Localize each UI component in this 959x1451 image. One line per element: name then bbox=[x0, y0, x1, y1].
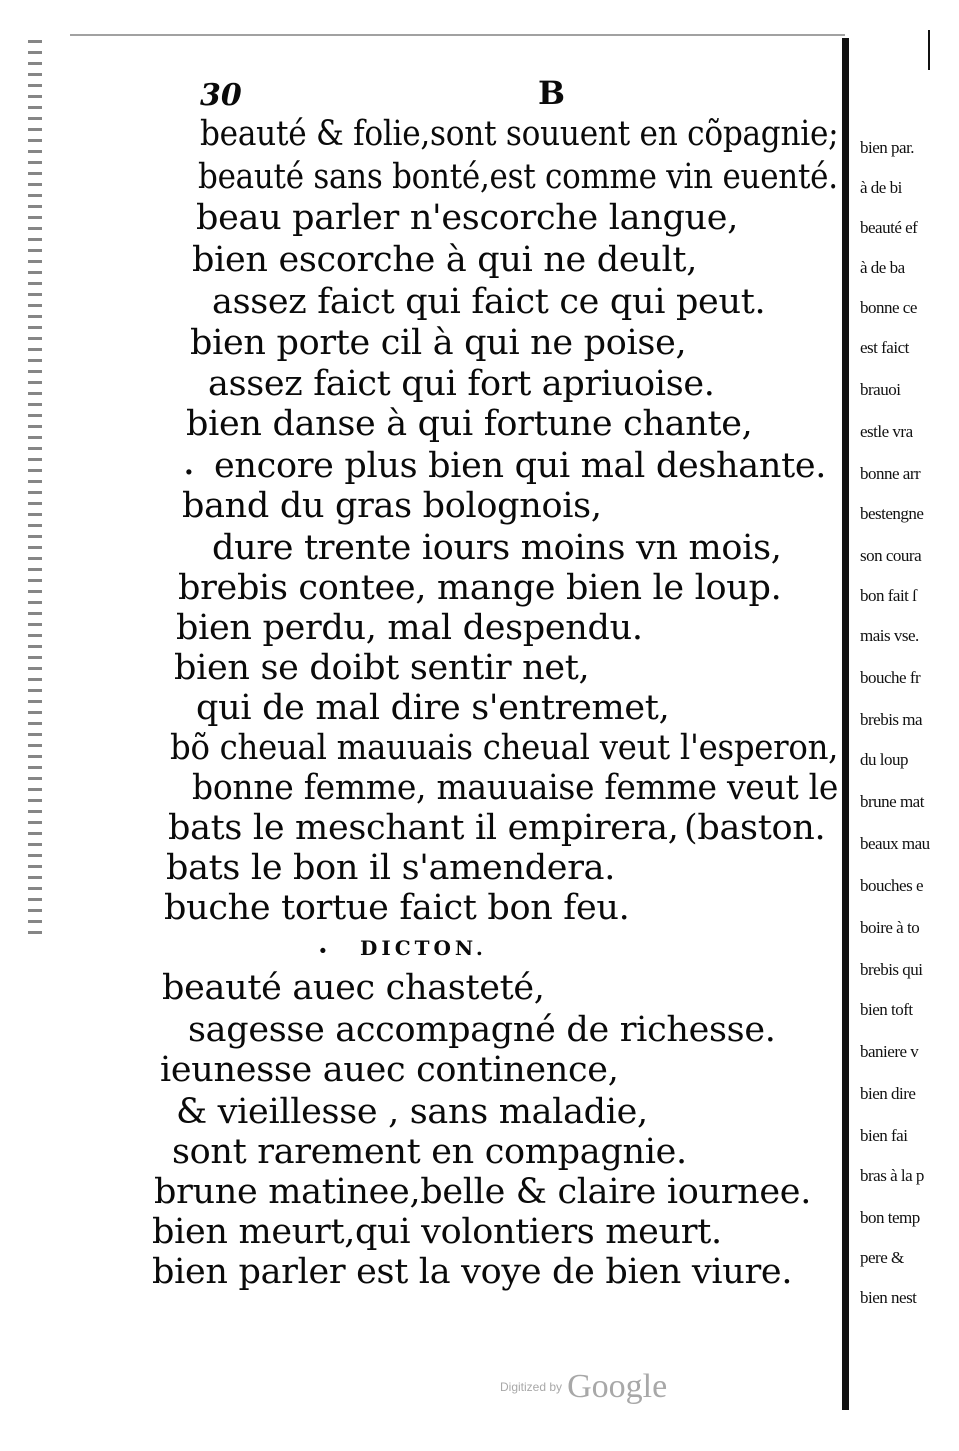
dicton-line: beauté auec chasteté, bbox=[162, 968, 545, 1008]
page-edge-border bbox=[842, 38, 849, 1410]
proverb-line: brebis contee, mange bien le loup. bbox=[178, 568, 782, 608]
adjacent-fragment: brune mat bbox=[860, 792, 924, 811]
adjacent-fragment: son coura bbox=[860, 546, 922, 565]
dicton-line: & vieillesse , sans maladie, bbox=[176, 1092, 648, 1132]
adjacent-fragment: bon temp bbox=[860, 1208, 920, 1227]
proverb-line: bien danse à qui fortune chante, bbox=[186, 404, 753, 444]
adjacent-fragment: beaux mau bbox=[860, 834, 930, 853]
adjacent-fragment: bien toft bbox=[860, 1000, 913, 1019]
adjacent-fragment: estle vra bbox=[860, 422, 913, 441]
proverb-turnover: (baston. bbox=[684, 808, 826, 848]
adjacent-fragment: à de ba bbox=[860, 258, 905, 277]
adjacent-fragment: bestengne bbox=[860, 504, 924, 523]
dicton-line: sagesse accompagné de richesse. bbox=[188, 1010, 776, 1050]
proverb-line: beauté sans bonté,est comme vin euenté. bbox=[198, 157, 838, 197]
adjacent-fragment: pere & bbox=[860, 1248, 904, 1267]
adjacent-fragment: bien dire bbox=[860, 1084, 916, 1103]
proverb-line: buche tortue faict bon feu. bbox=[164, 888, 630, 928]
proverb-line: bien escorche à qui ne deult, bbox=[192, 240, 698, 280]
adjacent-page-column bbox=[860, 130, 940, 1350]
proverb-line: bonne femme, mauuaise femme veut le bbox=[192, 768, 839, 808]
proverb-line: qui de mal dire s'entremet, bbox=[196, 688, 670, 728]
adjacent-fragment: bouche fr bbox=[860, 668, 921, 687]
proverb-line: beauté & folie,sont souuent en cõpagnie; bbox=[200, 114, 839, 154]
proverb-line: encore plus bien qui mal deshante. bbox=[214, 446, 827, 486]
page-edge-mark bbox=[928, 30, 930, 70]
dicton-line: bien parler est la voye de bien viure. bbox=[152, 1252, 793, 1292]
adjacent-fragment: bien par. bbox=[860, 138, 915, 157]
proverb-line: assez faict qui fort apriuoise. bbox=[208, 364, 715, 404]
adjacent-fragment: bouches e bbox=[860, 876, 924, 895]
digitized-watermark bbox=[500, 1368, 667, 1406]
dicton-line: sont rarement en compagnie. bbox=[172, 1132, 687, 1172]
proverb-line: bien se doibt sentir net, bbox=[174, 648, 590, 688]
signature-mark: B bbox=[538, 74, 566, 112]
proverb-line: beau parler n'escorche langue, bbox=[196, 198, 739, 238]
proverb-line: bõ cheual mauuais cheual veut l'esperon, bbox=[170, 728, 839, 768]
adjacent-fragment: du loup bbox=[860, 750, 908, 769]
page-number: 30 bbox=[200, 78, 242, 113]
adjacent-fragment: brauoi bbox=[860, 380, 901, 399]
watermark-prefix: Digitized by bbox=[500, 1380, 563, 1394]
top-rule bbox=[70, 34, 845, 36]
proverb-line: bats le meschant il empirera, bbox=[168, 808, 679, 848]
dicton-line: bien meurt,qui volontiers meurt. bbox=[152, 1212, 722, 1252]
google-logo: Google bbox=[567, 1368, 668, 1405]
proverb-line: band du gras bolognois, bbox=[182, 486, 602, 526]
heading-ornament: · bbox=[318, 934, 328, 967]
adjacent-fragment: bonne arr bbox=[860, 464, 921, 483]
adjacent-fragment: baniere v bbox=[860, 1042, 919, 1061]
proverb-line: bats le bon il s'amendera. bbox=[166, 848, 616, 888]
binding-edge bbox=[28, 40, 42, 940]
adjacent-fragment: beauté ef bbox=[860, 218, 918, 237]
adjacent-fragment: bien fai bbox=[860, 1126, 908, 1145]
section-heading: DICTON. bbox=[360, 936, 487, 960]
proverb-line: dure trente iours moins vn mois, bbox=[212, 528, 782, 568]
dicton-line: brune matinee,belle & claire iournee. bbox=[154, 1172, 812, 1212]
adjacent-fragment: est faict bbox=[860, 338, 909, 357]
proverb-line: assez faict qui faict ce qui peut. bbox=[212, 282, 766, 322]
adjacent-fragment: bras à la p bbox=[860, 1166, 924, 1185]
dot-mark: . bbox=[184, 448, 194, 481]
adjacent-fragment: brebis qui bbox=[860, 960, 923, 979]
adjacent-fragment: mais vse. bbox=[860, 626, 919, 645]
dicton-line: ieunesse auec continence, bbox=[160, 1050, 619, 1090]
adjacent-fragment: boire à to bbox=[860, 918, 920, 937]
adjacent-fragment: bonne ce bbox=[860, 298, 917, 317]
adjacent-fragment: bon fait ſ bbox=[860, 586, 917, 605]
proverb-line: bien perdu, mal despendu. bbox=[176, 608, 643, 648]
adjacent-fragment: brebis ma bbox=[860, 710, 923, 729]
proverb-line: bien porte cil à qui ne poise, bbox=[190, 323, 687, 363]
adjacent-fragment: à de bi bbox=[860, 178, 902, 197]
adjacent-fragment: bien nest bbox=[860, 1288, 917, 1307]
